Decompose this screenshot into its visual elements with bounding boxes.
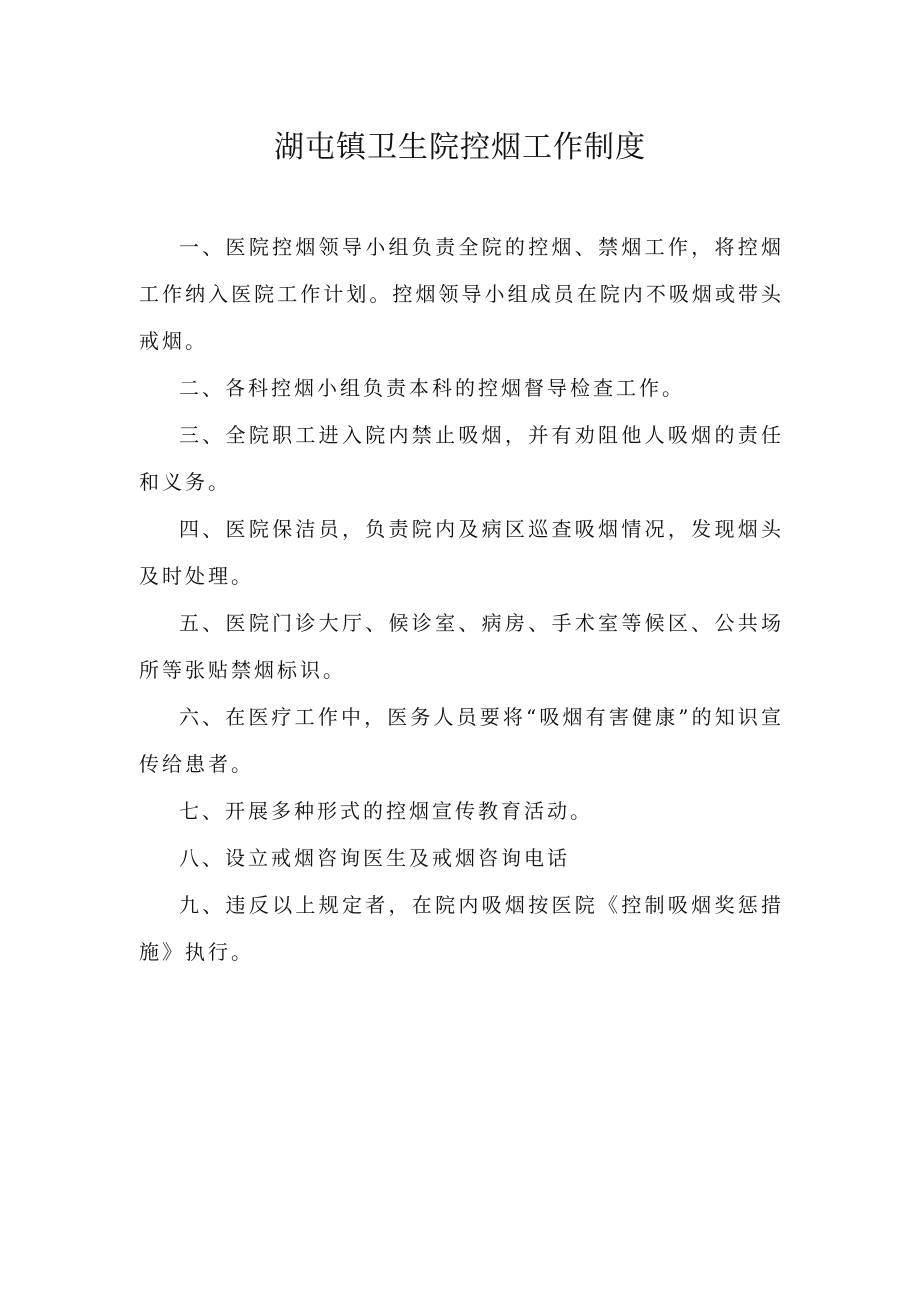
- rule-paragraph-9: 九、违反以上规定者，在院内吸烟按医院《控制吸烟奖惩措施》执行。: [139, 893, 784, 964]
- rule-paragraph-1: 一、医院控烟领导小组负责全院的控烟、禁烟工作，将控烟工作纳入医院工作计划。控烟领导小组成员在院内不吸烟或带头戒烟。: [139, 235, 784, 353]
- rule-paragraph-4: 四、医院保洁员，负责院内及病区巡查吸烟情况，发现烟头及时处理。: [139, 517, 784, 588]
- rule-paragraph-2: 二、各科控烟小组负责本科的控烟督导检查工作。: [179, 376, 685, 400]
- document-title: 湖屯镇卫生院控烟工作制度: [274, 130, 646, 165]
- rule-paragraph-3: 三、全院职工进入院内禁止吸烟，并有劝阻他人吸烟的责任和义务。: [139, 423, 784, 494]
- rule-paragraph-6: 六、在医疗工作中，医务人员要将“吸烟有害健康”的知识宣传给患者。: [139, 705, 784, 776]
- rule-paragraph-8: 八、设立戒烟咨询医生及戒烟咨询电话: [179, 846, 570, 870]
- rule-paragraph-5: 五、医院门诊大厅、候诊室、病房、手术室等候区、公共场所等张贴禁烟标识。: [139, 611, 784, 682]
- document-body: [139, 224, 784, 976]
- rule-paragraph-7: 七、开展多种形式的控烟宣传教育活动。: [179, 799, 593, 823]
